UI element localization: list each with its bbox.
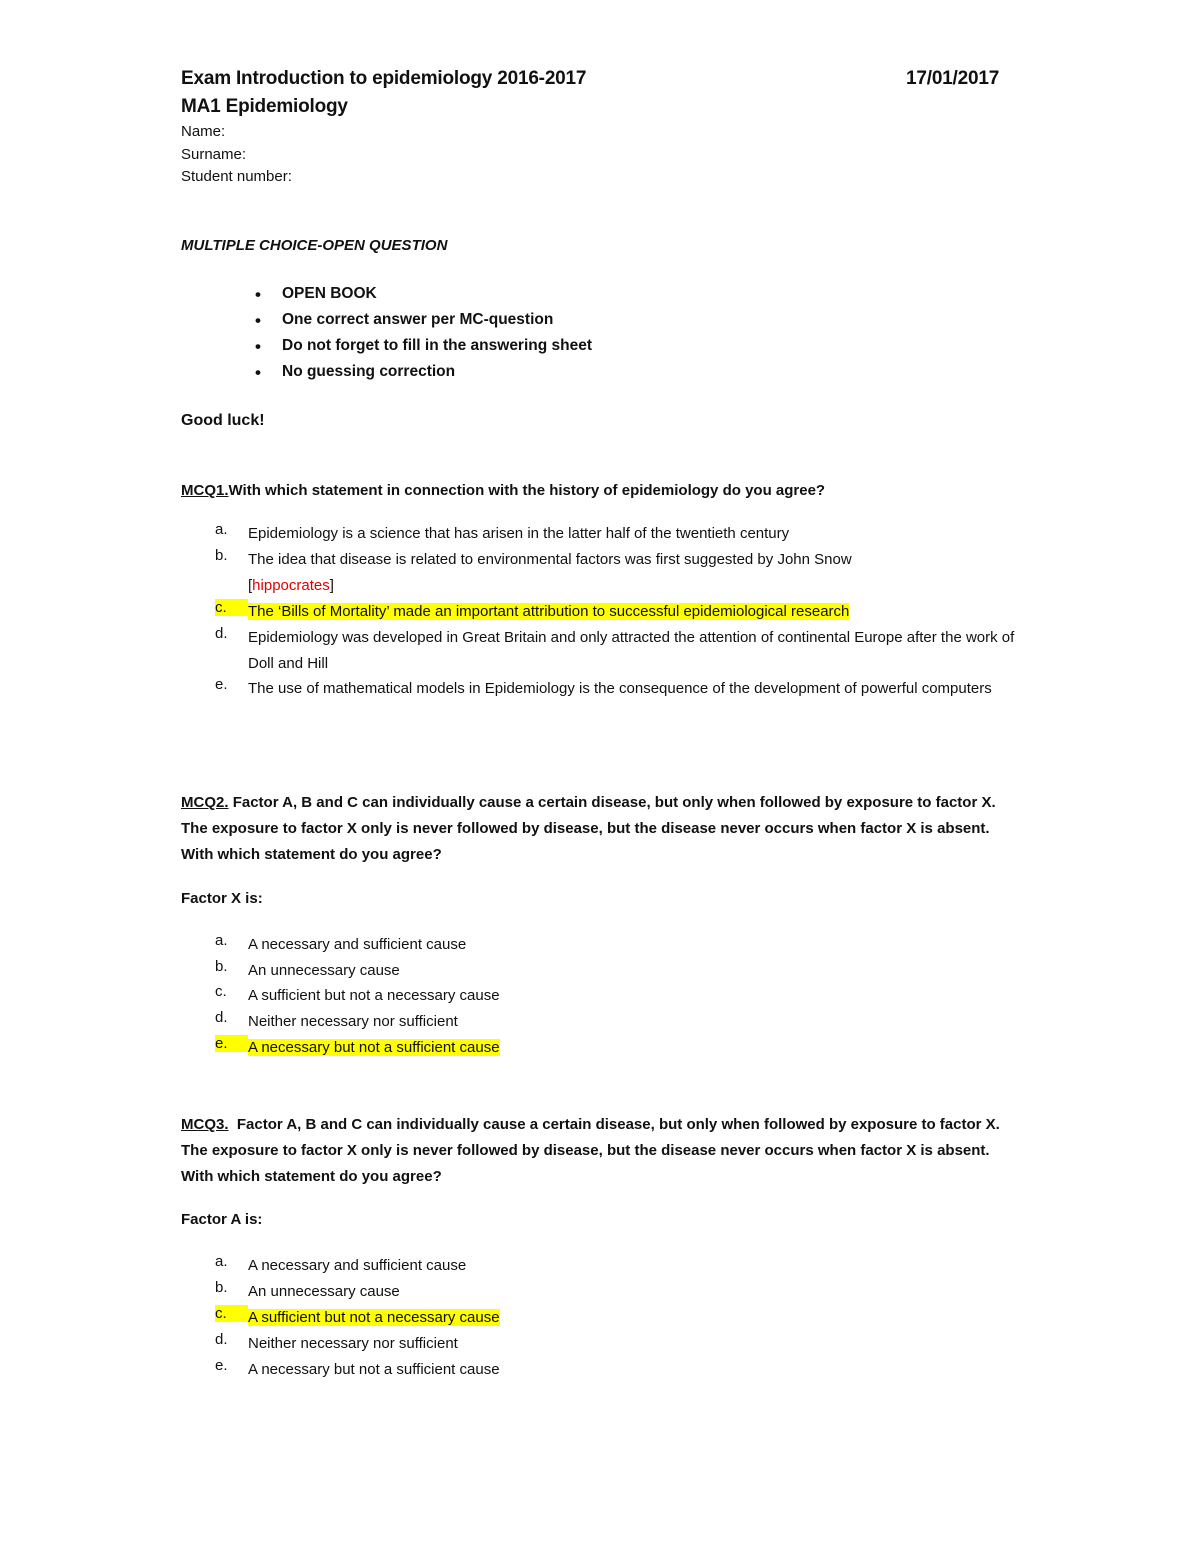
surname-field-label: Surname:: [181, 146, 247, 163]
question-number: MCQ1.: [181, 482, 229, 499]
good-luck-text: Good luck!: [181, 412, 265, 429]
question-1: [181, 478, 1011, 504]
question-2: [181, 790, 1011, 868]
bullet-icon: •: [255, 363, 261, 382]
question-text: Factor A, B and C can individually cause a certain disease, but only when followed by exposure to factor X. The exposure to factor X only is never followed by disease, but the disease never occurs when factor X is absent. With which statement do you agree?: [181, 1116, 1000, 1185]
exam-date: 17/01/2017: [906, 68, 1000, 89]
correct-answer-highlight: A sufficient but not a necessary cause: [248, 1309, 500, 1326]
bullet-icon: •: [255, 337, 261, 356]
question-2-subheading: Factor X is:: [181, 890, 263, 907]
bullet-icon: •: [255, 311, 261, 330]
question-number: MCQ2.: [181, 794, 229, 811]
question-number: MCQ3.: [181, 1116, 229, 1133]
student-number-field-label: Student number:: [181, 168, 292, 185]
name-field-label: Name:: [181, 123, 226, 140]
question-text: Factor A, B and C can individually cause a certain disease, but only when followed by exposure to factor X. The exposure to factor X only is never followed by disease, but the disease never occurs when factor X is absent. With which statement do you agree?: [181, 794, 996, 863]
exam-page: Exam Introduction to epidemiology 2016-2017 17/01/2017 MA1 Epidemiology Name: Surname: Student number: MULTIPLE CHOICE-OPEN QUESTION • OPEN BOOK • One correct answer per MC-question • Do not forget to fill in the answering sheet • No guessing correction Good luck! MCQ1.With which statement in connection with the history of epidemiology do you agree? a. Epidemiology is a science that has arisen in the latter half of the twentieth century b. The idea that disease is related to environmental factors was first suggested by John Snow [hippocrates] c. The ‘Bills of Mortality’ made an important attribution to successful epidemiological research d. Epidemiology was developed in Great Britain and only attracted the attention of continental Europe after the work of Doll and Hill e. The use of mathematical models in Epidemiology is the consequence of the development of powerful computers MCQ2. Factor A, B and C can individually cause a certain disease, but only when followed by exposure to factor X. The exposure to factor X only is never followed by disease, but the disease never occurs when factor X is absent. With which statement do you agree? Factor X is: a. A necessary and sufficient cause b. An unnecessary cause c. A sufficient but not a necessary cause d. Neither necessary nor sufficient e. A necessary but not a sufficient cause MCQ3. Factor A, B and C can individually cause a certain disease, but only when followed by exposure to factor X. The exposure to factor X only is never followed by disease, but the disease never occurs when factor X is absent. With which statement do you agree? Factor A is: a. A necessary and sufficient cause b. An unnecessary cause c. A sufficient but not a necessary cause d. Neither necessary nor sufficient e. A necessary but not a sufficient cause: [181, 68, 1015, 1378]
instructions-list: • OPEN BOOK • One correct answer per MC-question • Do not forget to fill in the answering sheet • No guessing correction: [255, 285, 593, 382]
correct-answer-highlight: A necessary but not a sufficient cause: [248, 1039, 500, 1056]
teacher-note: hippocrates: [252, 577, 330, 594]
question-3-subheading: Factor A is:: [181, 1211, 263, 1228]
section-title: MULTIPLE CHOICE-OPEN QUESTION: [181, 237, 448, 254]
question-text: With which statement in connection with the history of epidemiology do you agree?: [228, 482, 826, 499]
question-3: [181, 1112, 1011, 1190]
exam-subtitle: MA1 Epidemiology: [181, 96, 348, 117]
exam-title: Exam Introduction to epidemiology 2016-2017: [181, 68, 587, 89]
bullet-icon: •: [255, 285, 261, 304]
correct-answer-highlight: The ‘Bills of Mortality’ made an important attribution to successful epidemiological research: [248, 603, 850, 620]
